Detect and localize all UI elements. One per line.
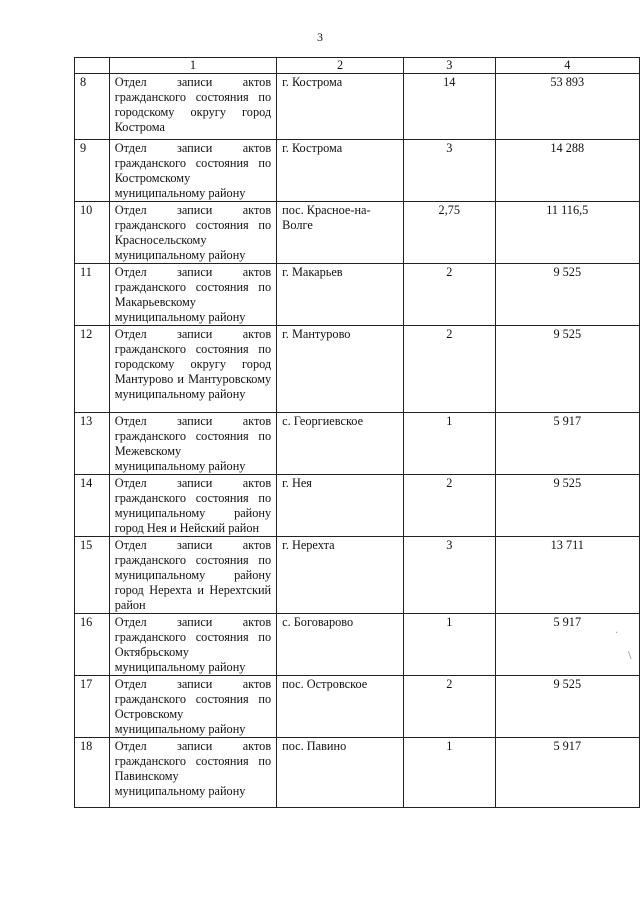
amount: 5 917	[495, 738, 639, 808]
office-location: г. Нерехта	[277, 537, 404, 614]
amount: 5 917	[495, 614, 639, 676]
office-location: г. Кострома	[277, 140, 404, 202]
office-name: Отдел записи актов гражданского состояния по городскому округу город Мантурово и Мантуровскому муниципальному району	[109, 326, 276, 413]
scan-mark: \	[628, 650, 632, 661]
office-location: с. Георгиевское	[277, 413, 404, 475]
staff-count: 3	[404, 537, 496, 614]
amount: 53 893	[495, 74, 639, 140]
staff-count: 3	[404, 140, 496, 202]
office-location: г. Кострома	[277, 74, 404, 140]
amount: 9 525	[495, 326, 639, 413]
row-number: 16	[75, 614, 110, 676]
row-number: 15	[75, 537, 110, 614]
table-row	[75, 537, 640, 614]
table-row	[75, 326, 640, 413]
staff-count: 2	[404, 475, 496, 537]
office-name: Отдел записи актов гражданского состояния по муниципальному району город Нерехта и Нерехтский район	[109, 537, 276, 614]
office-name: Отдел записи актов гражданского состояния по Красносельскому муниципальному району	[109, 202, 276, 264]
header-cell-1: 1	[109, 58, 276, 74]
office-name: Отдел записи актов гражданского состояния по муниципальному району город Нея и Нейский район	[109, 475, 276, 537]
page-number: 3	[317, 30, 323, 44]
office-name: Отдел записи актов гражданского состояния по городскому округу город Кострома	[109, 74, 276, 140]
header-cell-3: 3	[404, 58, 496, 74]
office-name: Отдел записи актов гражданского состояния по Павинскому муниципальному району	[109, 738, 276, 808]
office-location: пос. Красное-на-Волге	[277, 202, 404, 264]
staff-count: 1	[404, 614, 496, 676]
row-number: 17	[75, 676, 110, 738]
table-row	[75, 614, 640, 676]
staff-count: 2	[404, 676, 496, 738]
row-number: 10	[75, 202, 110, 264]
staff-count: 2	[404, 326, 496, 413]
staff-count: 1	[404, 413, 496, 475]
amount: 9 525	[495, 676, 639, 738]
staff-count: 1	[404, 738, 496, 808]
row-number: 13	[75, 413, 110, 475]
table-row	[75, 676, 640, 738]
table-header-row	[75, 58, 640, 74]
amount: 5 917	[495, 413, 639, 475]
office-location: г. Нея	[277, 475, 404, 537]
header-cell-empty	[75, 58, 110, 74]
office-name: Отдел записи актов гражданского состояния по Межевскому муниципальному району	[109, 413, 276, 475]
table-row	[75, 202, 640, 264]
row-number: 11	[75, 264, 110, 326]
header-cell-2: 2	[277, 58, 404, 74]
header-cell-4: 4	[495, 58, 639, 74]
amount: 9 525	[495, 475, 639, 537]
office-location: г. Макарьев	[277, 264, 404, 326]
office-name: Отдел записи актов гражданского состояния по Островскому муниципальному району	[109, 676, 276, 738]
row-number: 18	[75, 738, 110, 808]
office-name: Отдел записи актов гражданского состояния по Макарьевскому муниципальному району	[109, 264, 276, 326]
amount: 9 525	[495, 264, 639, 326]
table-row	[75, 413, 640, 475]
row-number: 14	[75, 475, 110, 537]
office-location: пос. Островское	[277, 676, 404, 738]
registry-table	[74, 57, 640, 808]
row-number: 9	[75, 140, 110, 202]
staff-count: 2	[404, 264, 496, 326]
table-row	[75, 140, 640, 202]
table-row	[75, 738, 640, 808]
scan-mark: ·	[615, 628, 619, 639]
row-number: 12	[75, 326, 110, 413]
office-name: Отдел записи актов гражданского состояния по Октябрьскому муниципальному району	[109, 614, 276, 676]
staff-count: 14	[404, 74, 496, 140]
table-row	[75, 264, 640, 326]
office-location: с. Боговарово	[277, 614, 404, 676]
row-number: 8	[75, 74, 110, 140]
amount: 14 288	[495, 140, 639, 202]
amount: 13 711	[495, 537, 639, 614]
office-name: Отдел записи актов гражданского состояния по Костромскому муниципальному району	[109, 140, 276, 202]
table-row	[75, 475, 640, 537]
staff-count: 2,75	[404, 202, 496, 264]
office-location: г. Мантурово	[277, 326, 404, 413]
table-row	[75, 74, 640, 140]
office-location: пос. Павино	[277, 738, 404, 808]
amount: 11 116,5	[495, 202, 639, 264]
